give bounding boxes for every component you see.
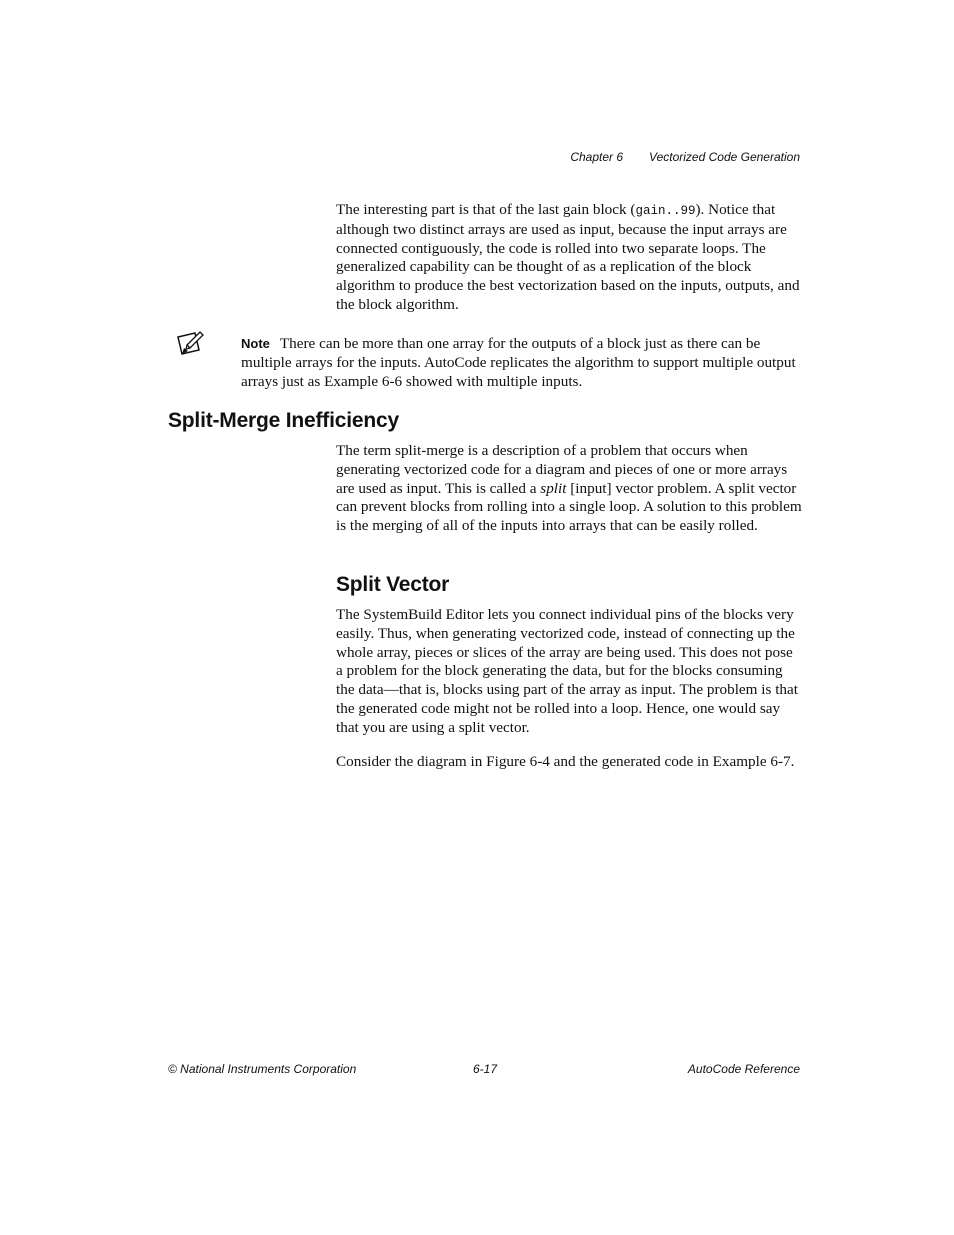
note-text: There can be more than one array for the outputs of a block just as there can be multiple arrays for the inputs. AutoCode replicates the algorithm to support multiple output arrays just as Example 6-6 showed with multiple inputs. <box>241 335 796 390</box>
subsection-heading: Split Vector <box>336 573 450 596</box>
italic-term: split <box>540 479 567 497</box>
note-pencil-icon <box>175 330 205 358</box>
section-heading: Split-Merge Inefficiency <box>168 409 399 432</box>
running-header <box>570 150 800 164</box>
paragraph-text: ). Notice that although two distinct arrays are used as input, because the input arrays are connected contiguously, the code is rolled into two separate loops. The generalized capability can be thought of as a replication of the block algorithm to produce the best vectorization based on the inputs, outputs, and the block algorithm. <box>336 201 800 313</box>
inline-code: gain..99 <box>635 204 696 218</box>
header-section: Vectorized Code Generation <box>649 150 800 164</box>
footer-page-number: 6-17 <box>473 1062 498 1076</box>
paragraph-text: The term split-merge is a description of a problem that occurs when generating vectorized code for a diagram and pieces of one or more arrays are used as input. This is called a <box>336 442 788 497</box>
note-callout <box>241 335 803 391</box>
paragraph-gain-block <box>336 201 802 315</box>
paragraph-split-merge <box>336 442 802 536</box>
paragraph-figure-reference: Consider the diagram in Figure 6-4 and the generated code in Example 6-7. <box>336 753 795 770</box>
footer-book-title: AutoCode Reference <box>687 1062 800 1076</box>
header-chapter: Chapter 6 <box>570 150 624 164</box>
note-label: Note <box>241 336 270 351</box>
footer-copyright: © National Instruments Corporation <box>168 1062 357 1076</box>
paragraph-text: The interesting part is that of the last gain block ( <box>336 201 636 218</box>
paragraph-text: [input] vector problem. A split vector can prevent blocks from rolling into a single loop. A solution to this problem is the merging of all of the inputs into arrays that can be easily rolled. <box>336 479 802 535</box>
paragraph-split-vector: The SystemBuild Editor lets you connect individual pins of the blocks very easily. Thus, when generating vectorized code, instead of connecting up the whole array, pieces or slices of the array are being used. This does not pose a problem for the block generating the data, but for the blocks consuming the data—that is, blocks using part of the array as input. The problem is that the generated code might not be rolled into a loop. Hence, one would say that you are using a split vector. <box>336 606 798 736</box>
